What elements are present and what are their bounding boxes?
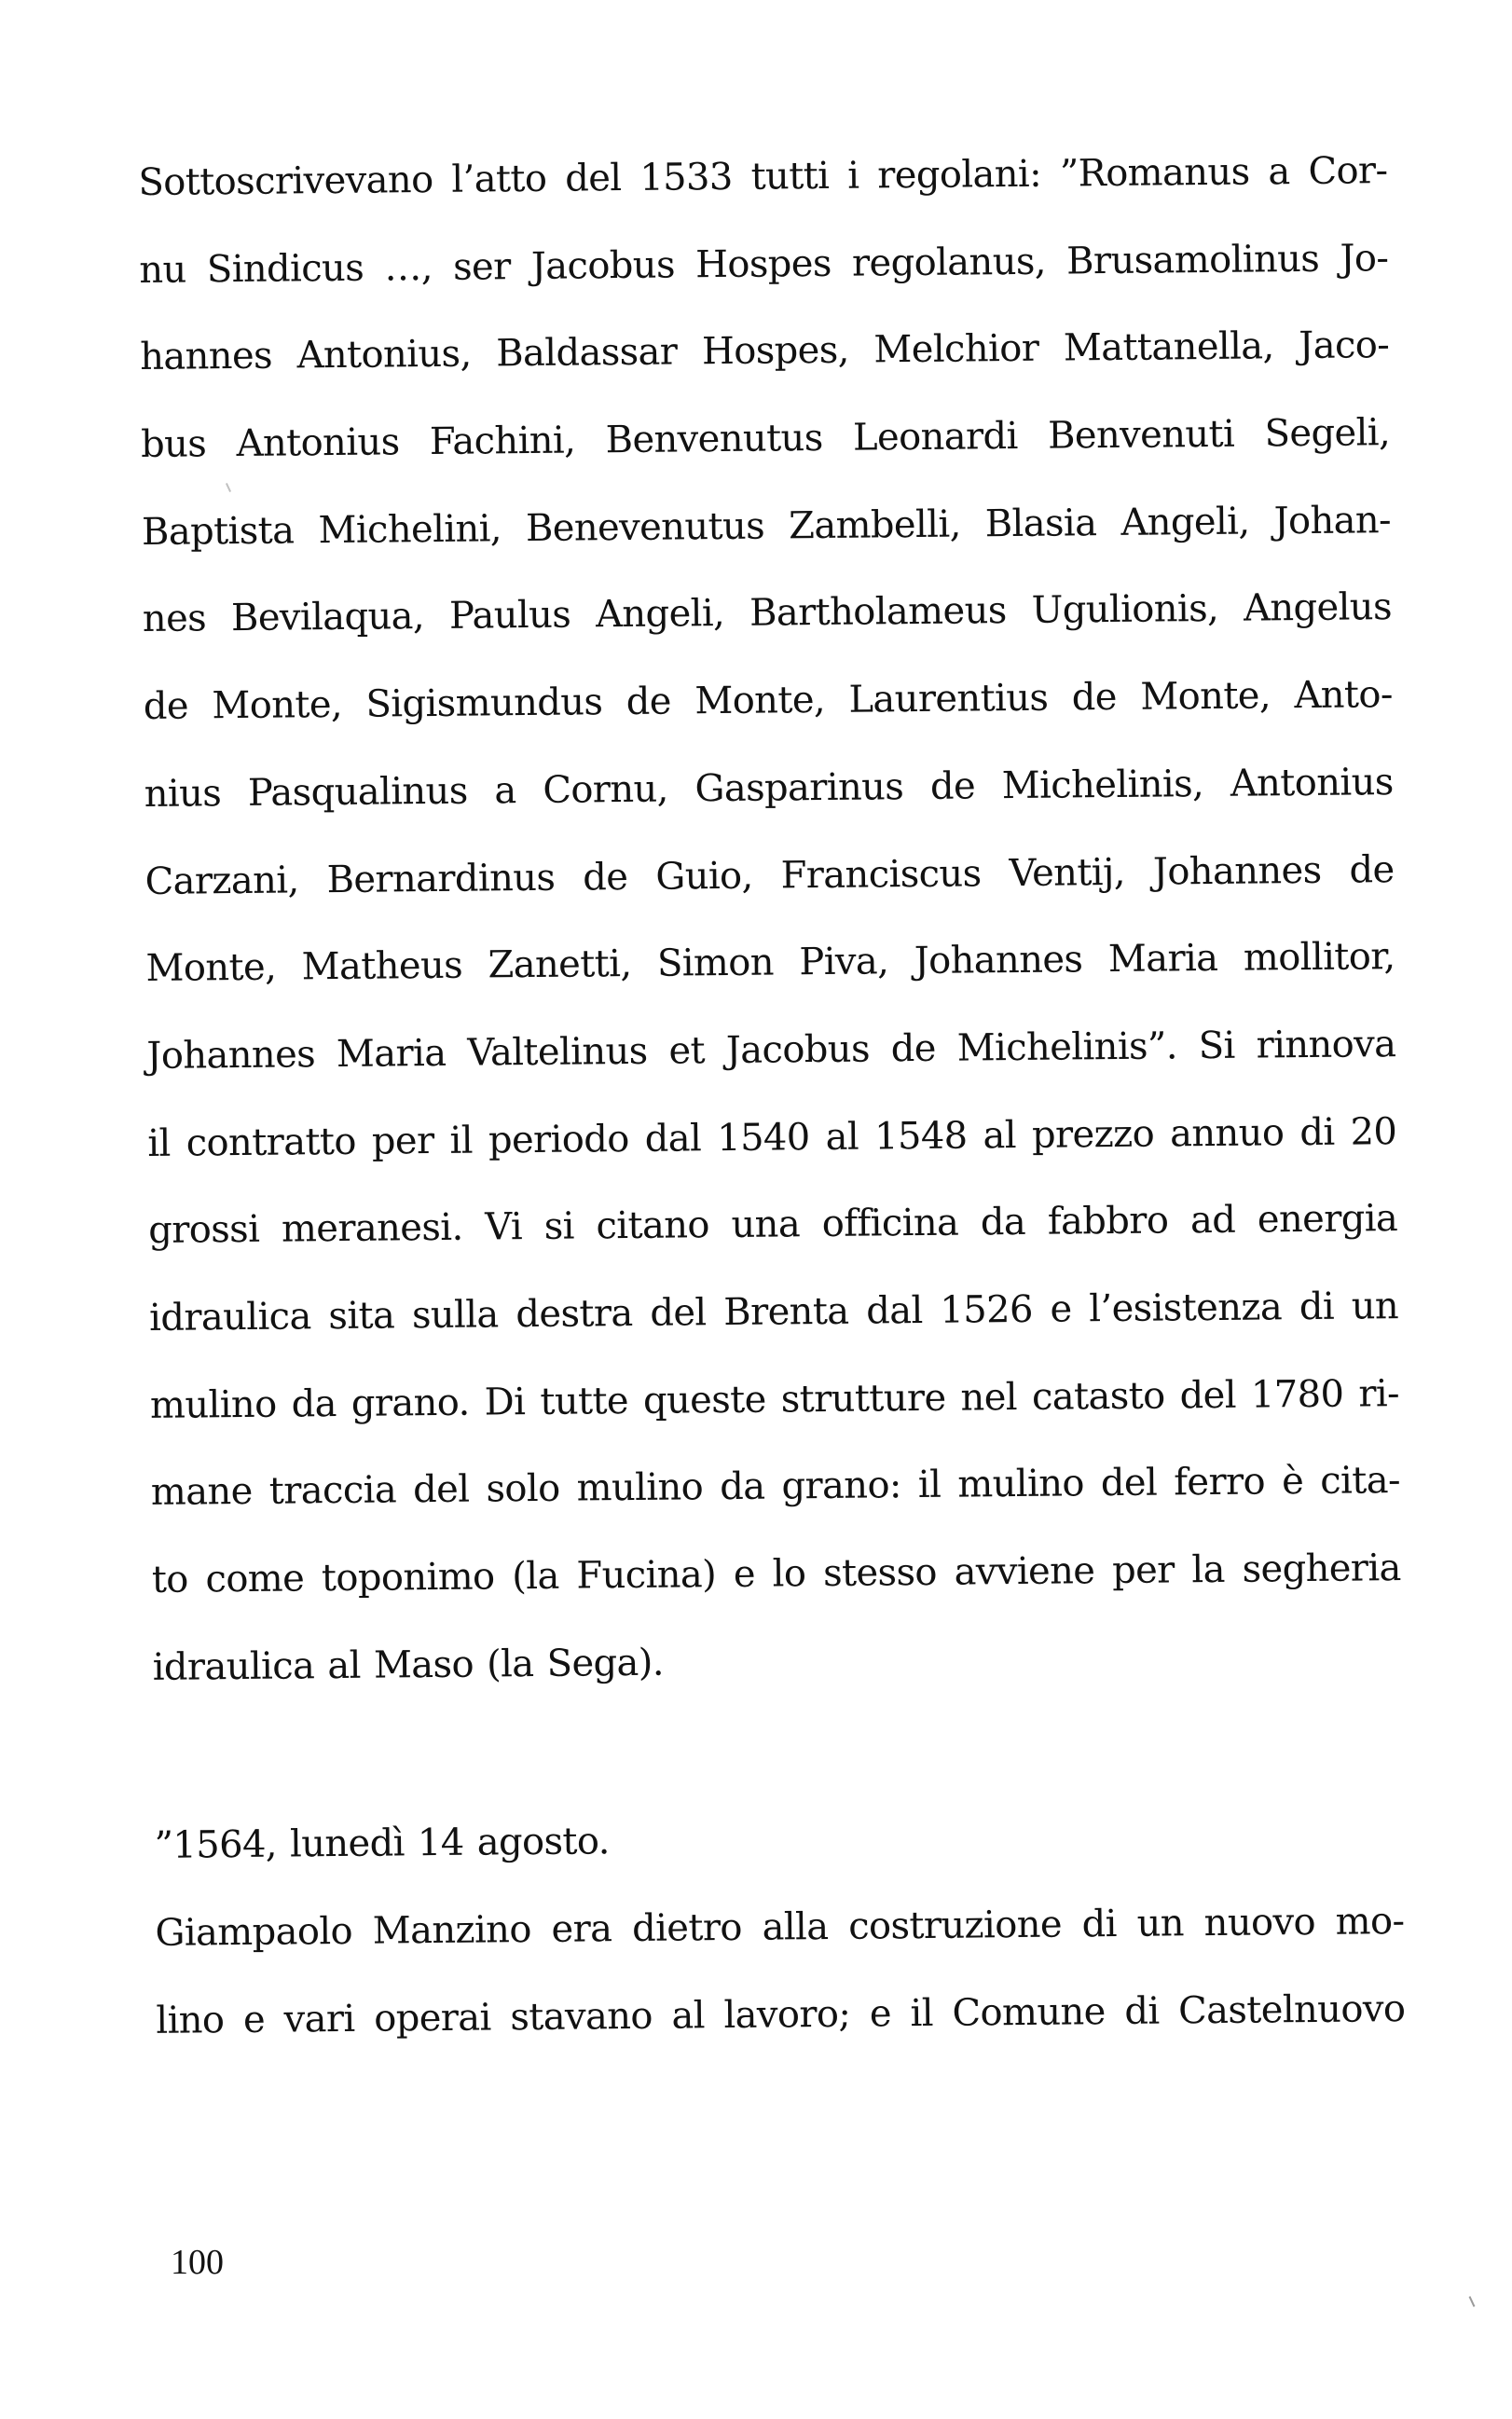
text-line: hannes Antonius, Baldassar Hospes, Melchior Mattanella, Jaco- bbox=[140, 323, 1390, 379]
body-text bbox=[138, 128, 1406, 2065]
text-line: Baptista Michelini, Benevenutus Zambelli, Blasia Angeli, Johan- bbox=[141, 498, 1392, 554]
text-line: lino e vari operai stavano al lavoro; e il Comune di Castelnuovo bbox=[156, 1986, 1406, 2042]
text-line: Carzani, Bernardinus de Guio, Franciscus Ventij, Johannes de bbox=[144, 847, 1395, 903]
paragraph-quote bbox=[155, 1878, 1406, 2065]
text-line: mane traccia del solo mulino da grano: il mulino del ferro è cita- bbox=[150, 1459, 1401, 1515]
paragraph-signatories bbox=[138, 128, 1402, 1711]
scan-speck bbox=[1469, 2296, 1476, 2307]
paragraph-date-heading bbox=[154, 1791, 1404, 1890]
text-line: Sottoscrivevano l’atto del 1533 tutti i regolani: ”Romanus a Cor- bbox=[138, 149, 1388, 204]
paragraph-spacer bbox=[153, 1699, 1403, 1803]
text-line: il contratto per il periodo dal 1540 al 1548 al prezzo annuo di 20 bbox=[147, 1109, 1397, 1165]
page-number: 100 bbox=[171, 2243, 224, 2282]
text-line: nius Pasqualinus a Cornu, Gasparinus de Michelinis, Antonius bbox=[144, 760, 1394, 816]
text-line: idraulica al Maso (la Sega). bbox=[152, 1641, 665, 1689]
text-line: Monte, Matheus Zanetti, Simon Piva, Johannes Maria mollitor, bbox=[145, 935, 1395, 991]
text-line: to come toponimo (la Fucina) e lo stesso avviene per la segheria bbox=[151, 1546, 1401, 1601]
quote-date-line: ”1564, lunedì 14 agosto. bbox=[154, 1820, 611, 1868]
text-line: de Monte, Sigismundus de Monte, Laurentius de Monte, Anto- bbox=[143, 673, 1393, 729]
text-line: Giampaolo Manzino era dietro alla costruzione di un nuovo mo- bbox=[155, 1900, 1405, 1955]
text-line: idraulica sita sulla destra del Brenta dal 1526 e l’esistenza di un bbox=[148, 1285, 1399, 1340]
text-line: mulino da grano. Di tutte queste strutture nel catasto del 1780 ri- bbox=[149, 1371, 1400, 1427]
text-line: nes Bevilaqua, Paulus Angeli, Bartholameus Ugulionis, Angelus bbox=[142, 585, 1393, 641]
text-line: nu Sindicus …, ser Jacobus Hospes regolanus, Brusamolinus Jo- bbox=[139, 236, 1389, 292]
text-line: bus Antonius Fachini, Benvenutus Leonardi Benvenuti Segeli, bbox=[140, 411, 1391, 467]
text-line: grossi meranesi. Vi si citano una officina da fabbro ad energia bbox=[148, 1197, 1398, 1253]
text-line: Johannes Maria Valtelinus et Jacobus de Michelinis”. Si rinnova bbox=[146, 1022, 1396, 1078]
